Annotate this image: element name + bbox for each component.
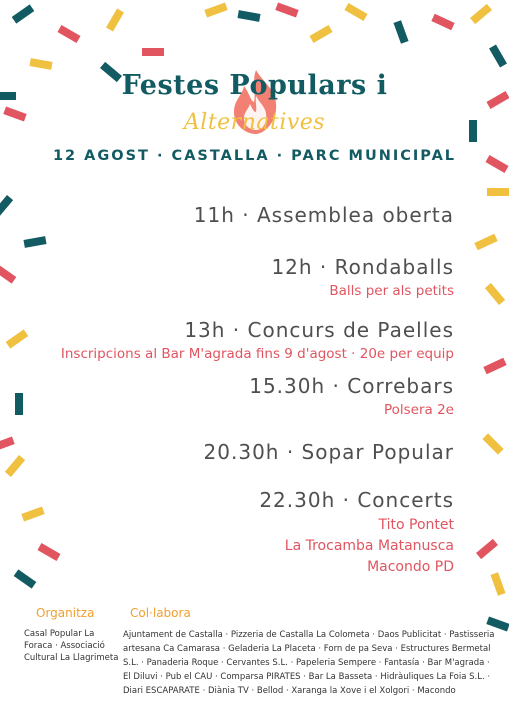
event-title: 22.30h · Concerts [259, 488, 454, 512]
title-line-1: Festes Populars i [121, 70, 388, 101]
date-location-subtitle: 12 AGOST · CASTALLA · PARC MUNICIPAL [52, 148, 457, 164]
confetti-piece [57, 25, 80, 43]
confetti-piece [482, 433, 503, 454]
confetti-piece [344, 3, 367, 21]
confetti-piece [485, 283, 505, 305]
title-line-2: Alternatives [183, 110, 326, 135]
event-assemblea [194, 203, 454, 227]
confetti-piece [431, 14, 454, 31]
event-correbars [249, 374, 454, 419]
organitza-label: Organitza [36, 606, 95, 620]
confetti-piece [5, 455, 25, 477]
confetti-piece [23, 236, 46, 248]
confetti-piece [204, 2, 227, 17]
confetti-piece [483, 358, 506, 375]
confetti-piece [37, 543, 60, 561]
col-labora-text: Ajuntament de Castalla · Pizzeria de Castalla La Colometa · Daos Publicitat · Pastisseria artesana Ca Camarasa · Geladeria La Placeta · Forn de pa Seva · Estructures Bermetal S.L. · Panaderia Roque · Cervantes S.L. · Papeleria Sempere · Fantasía · Bar M'agrada · El Diluvi · Pub el CAU · Comparsa PIRATES · Bar La Basseta · Hidràuliques La Foia S.L. · Diari ESCAPARATE · Diània TV · Bellod · Xaranga la Xove i el Xolgori · Macondo [123, 630, 495, 696]
confetti-piece [21, 506, 44, 521]
confetti-piece [0, 436, 15, 451]
confetti-piece [106, 8, 124, 31]
confetti-piece [487, 188, 509, 196]
confetti-piece [12, 4, 35, 23]
event-concerts [259, 488, 454, 578]
col-labora-label: Col·labora [130, 606, 191, 620]
confetti-piece [474, 234, 497, 251]
event-rondaballs [271, 255, 454, 300]
confetti-piece [15, 393, 23, 415]
event-detail: Macondo PD [367, 559, 454, 575]
event-detail: Tito Pontet [378, 517, 454, 533]
confetti-piece [309, 25, 332, 43]
event-sopar [204, 440, 454, 464]
organitza-text: Casal Popular La Foraca · Associació Cultural La Llagrimeta [24, 629, 119, 663]
confetti-piece [476, 539, 498, 559]
confetti-piece [142, 48, 164, 56]
event-title: 20.30h · Sopar Popular [203, 440, 454, 464]
event-title: 12h · Rondaballs [271, 255, 454, 279]
event-paelles [61, 318, 454, 363]
event-title: 15.30h · Correbars [249, 374, 454, 398]
event-title: 11h · Assemblea oberta [193, 203, 454, 227]
event-detail: Balls per als petits [329, 283, 454, 299]
confetti-piece [0, 195, 13, 217]
event-title: 13h · Concurs de Paelles [184, 318, 454, 342]
event-detail: Inscripcions al Bar M'agrada fins 9 d'agost · 20e per equip [60, 346, 454, 362]
confetti-piece [14, 569, 37, 588]
confetti-piece [237, 10, 260, 22]
confetti-piece [6, 329, 29, 348]
confetti-piece [470, 4, 492, 24]
confetti-piece [393, 20, 408, 43]
poster-title [0, 60, 509, 145]
confetti-piece [0, 264, 16, 283]
confetti-piece [275, 2, 298, 17]
event-detail: La Trocamba Matanusca [284, 538, 454, 554]
confetti-piece [490, 572, 505, 595]
event-detail: Polsera 2e [383, 402, 454, 418]
